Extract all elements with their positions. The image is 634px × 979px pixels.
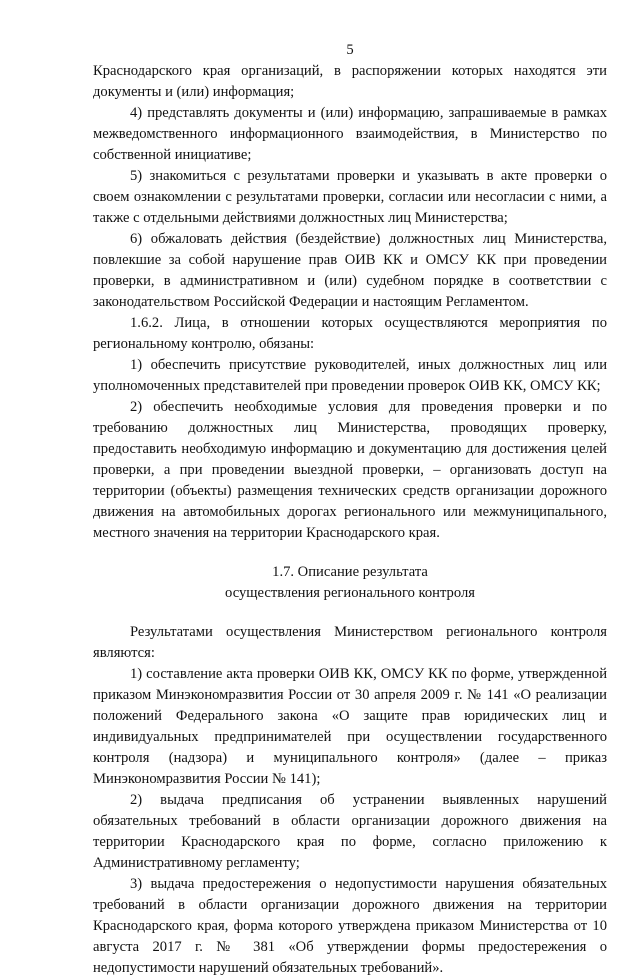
document-page: [93, 40, 607, 979]
paragraph-result-1: 1) составление акта проверки ОИВ КК, ОМСУ КК по форме, утвержденной приказом Минэкономразвития России от 30 апреля 2009 г. № 141 «О реализации положений Федерального закона «О защите прав юридических лиц и индивидуальных предпринимателей при осуществлении государственного контроля (надзора) и муниципального контроля» (далее – приказ Минэкономразвития России № 141);: [93, 666, 607, 787]
section-heading-line-1: 1.7. Описание результата: [272, 564, 428, 580]
paragraph-section-1-6-2: 1.6.2. Лица, в отношении которых осуществляются мероприятия по региональному контролю, обязаны:: [93, 315, 607, 352]
paragraph-item-6: 6) обжаловать действия (бездействие) должностных лиц Министерства, повлекшие за собой нарушение прав ОИВ КК и ОМСУ КК при проведении проверки, в административном и (или) судебном порядке в соответствии с законодательством Российской Федерации и настоящим Регламентом.: [93, 231, 607, 310]
paragraph-continuation: Краснодарского края организаций, в распоряжении которых находятся эти документы и (или) информация;: [93, 63, 607, 100]
paragraph-duty-2: 2) обеспечить необходимые условия для проведения проверки и по требованию должностных лиц Министерства, проводящих проверку, предоставить необходимую информацию и документацию для достижения целей проверки, а при проведении выездной проверки, – организовать доступ на территории (объекты) размещения технических средств организации дорожного движения на автомобильных дорогах регионального или межмуниципального, местного значения на территории Краснодарского края.: [93, 399, 607, 541]
paragraph-item-4: 4) представлять документы и (или) информацию, запрашиваемые в рамках межведомственного информационного взаимодействия, в Министерство по собственной инициативе;: [93, 105, 607, 163]
section-heading-1-7: [93, 562, 607, 604]
section-heading-line-2: осуществления регионального контроля: [225, 585, 475, 601]
page-number: 5: [346, 42, 354, 58]
paragraph-results-intro: Результатами осуществления Министерством регионального контроля являются:: [93, 624, 607, 661]
paragraph-result-2: 2) выдача предписания об устранении выявленных нарушений обязательных требований в области организации дорожного движения на территории Краснодарского края по форме, согласно приложению к Административному регламенту;: [93, 792, 607, 871]
paragraph-item-5: 5) знакомиться с результатами проверки и указывать в акте проверки о своем ознакомлении с результатами проверки, согласии или несогласии с ними, а также с отдельными действиями должностных лиц Министерства;: [93, 168, 607, 226]
paragraph-result-3: 3) выдача предостережения о недопустимости нарушения обязательных требований в области организации дорожного движения на территории Краснодарского края, форма которого утверждена приказом Министерства от 10 августа 2017 г. № 381 «Об утверждении формы предостережения о недопустимости нарушений обязательных требований».: [93, 876, 607, 976]
paragraph-duty-1: 1) обеспечить присутствие руководителей, иных должностных лиц или уполномоченных представителей при проведении проверок ОИВ КК, ОМСУ КК;: [93, 357, 607, 394]
